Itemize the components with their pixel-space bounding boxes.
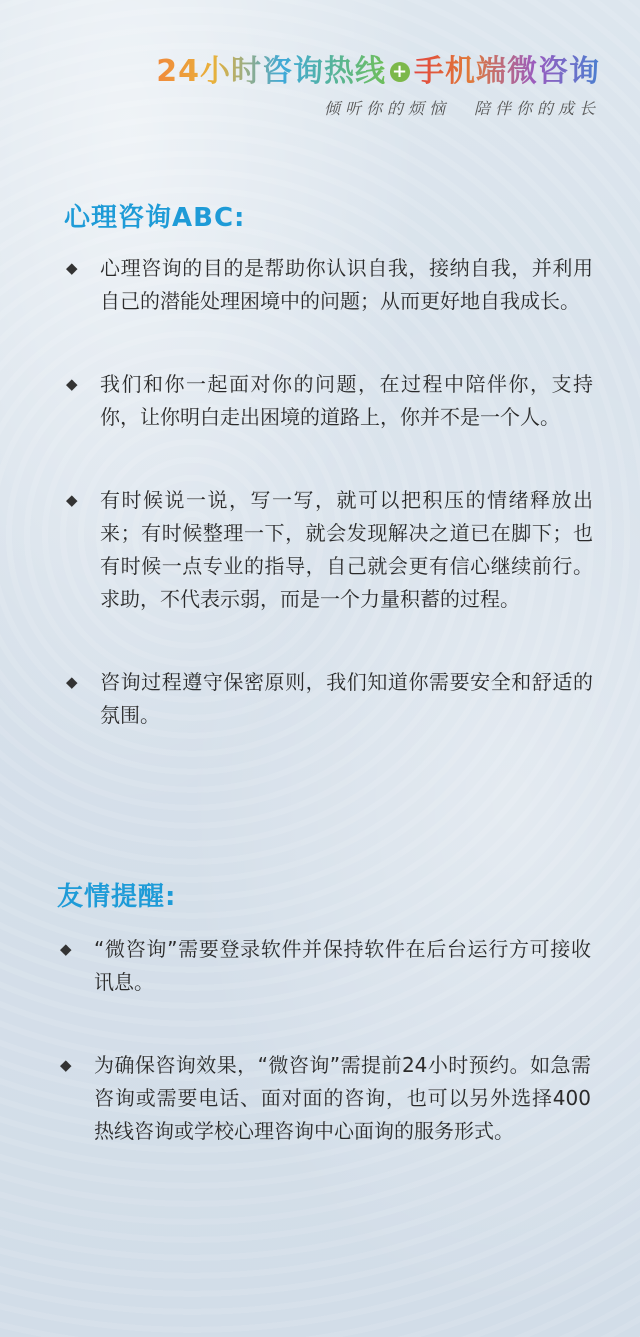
reminder-list	[60, 933, 591, 1148]
headline	[156, 52, 600, 92]
headline-mobile: 手机端微咨询	[414, 52, 600, 92]
slogan-listen: 倾听你的烦恼	[323, 99, 450, 118]
list-item: ◆ 为确保咨询效果，“微咨询”需提前24小时预约。如急需咨询或需要电话、面对面的咨询，也可以另外选择400热线咨询或学校心理咨询中心面询的服务形式。	[94, 1049, 591, 1148]
diamond-icon: ◆	[66, 673, 78, 691]
section-title-abc: 心理咨询ABC:	[64, 203, 246, 233]
diamond-icon: ◆	[66, 375, 78, 393]
abc-list	[66, 252, 593, 732]
list-item: ◆ 咨询过程遵守保密原则，我们知道你需要安全和舒适的氛围。	[100, 666, 593, 732]
list-item: ◆ 我们和你一起面对你的问题，在过程中陪伴你，支持你，让你明白走出困境的道路上，你并不是一个人。	[100, 368, 593, 434]
slogan	[156, 96, 600, 119]
diamond-icon: ◆	[66, 259, 78, 277]
slogan-grow: 陪伴你的成长	[473, 99, 600, 118]
list-item: ◆ “微咨询”需要登录软件并保持软件在后台运行方可接收讯息。	[94, 933, 591, 999]
list-item: ◆ 心理咨询的目的是帮助你认识自我，接纳自我，并利用自己的潜能处理困境中的问题；从而更好地自我成长。	[100, 252, 593, 318]
headline-hotline: 24小时咨询热线	[156, 52, 386, 92]
diamond-icon: ◆	[66, 491, 78, 509]
list-item: ◆ 有时候说一说，写一写，就可以把积压的情绪释放出来；有时候整理一下，就会发现解决之道已在脚下；也有时候一点专业的指导，自己就会更有信心继续前行。求助，不代表示弱，而是一个力量积蓄的过程。	[100, 484, 593, 616]
diamond-icon: ◆	[60, 940, 72, 958]
diamond-icon: ◆	[60, 1056, 72, 1074]
plus-icon: +	[391, 61, 409, 82]
header	[156, 52, 600, 119]
section-title-reminder: 友情提醒:	[57, 882, 177, 912]
